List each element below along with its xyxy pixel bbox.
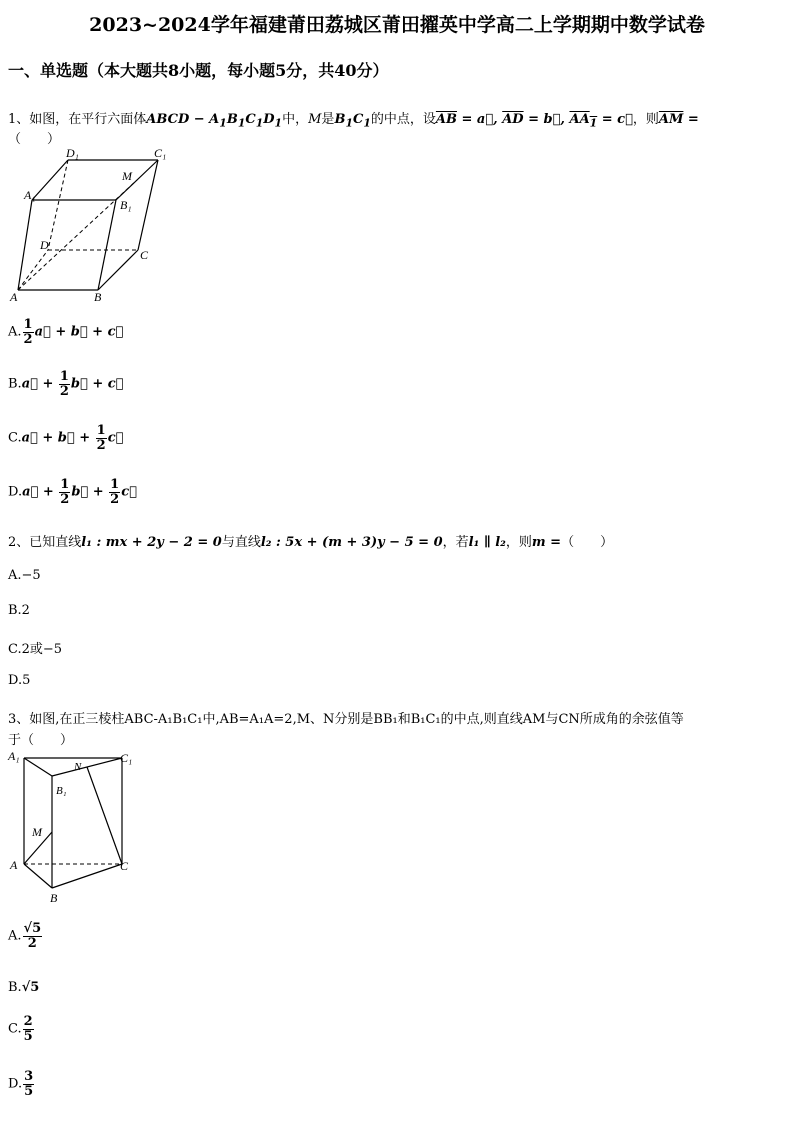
q3-figure-prism <box>4 746 144 906</box>
q1-text-2: 中， <box>282 112 309 127</box>
q1-blank: （ ） <box>8 132 61 147</box>
q1-figure-label: B₁ <box>120 198 132 212</box>
q2-line-l2: l₂ : 5x + (m + 3)y − 5 = 0 <box>260 535 443 550</box>
q3-figure-label: N <box>74 761 82 773</box>
q1-text-3: 是 <box>321 112 335 127</box>
q1-figure-parallelepiped <box>6 145 181 305</box>
q1-option-d[interactable]: D.a⃗ + $\frac{1}{2}$ b⃗ + $\frac{1}{2}$ c⃗ <box>8 477 137 507</box>
q2-option-b[interactable]: B.2 <box>8 603 30 618</box>
q1-stem <box>8 108 699 130</box>
q2-condition: l₁ ∥ l₂ <box>468 535 506 550</box>
q1-segment: $B_1C_1$ <box>334 112 371 130</box>
q2-option-a[interactable]: A.−5 <box>8 568 41 583</box>
q1-figure-label: D <box>40 238 49 252</box>
q1-figure-label: A₁ <box>24 188 36 202</box>
q3-figure-label: C <box>120 859 129 873</box>
q1-point-m: M <box>308 112 322 127</box>
q3-figure-label: M <box>32 825 42 839</box>
q3-figure-label: A <box>10 858 18 872</box>
q3-figure-label: B <box>50 891 58 905</box>
q1-number: 1、 <box>8 112 30 127</box>
q3-option-d[interactable]: D. $\frac{3}{5}$ <box>8 1069 34 1099</box>
q1-text-1: 如图，在平行六面体 <box>29 112 147 127</box>
q3-option-b[interactable]: B.√5 <box>8 980 40 995</box>
q1-figure-label: M <box>122 169 132 183</box>
q1-text-5: ，则 <box>632 112 659 127</box>
q3-blank: 于（ ） <box>8 733 74 748</box>
q3-figure-label: A₁ <box>8 749 20 763</box>
q1-figure-label: D₁ <box>66 146 79 160</box>
q1-ask: $\overline{AM}$ = <box>658 112 699 127</box>
q3-figure-label: C₁ <box>120 751 133 765</box>
q3-stem: 3、如图,在正三棱柱ABC-A₁B₁C₁中,AB=A₁A=2,M、N分别是BB₁和B₁C₁的中点,则直线AM与CN所成角的余弦值等 <box>8 712 684 727</box>
q2-option-c[interactable]: C.2或−5 <box>8 642 63 657</box>
q1-text-4: 的中点，设 <box>370 112 436 127</box>
q1-figure-label: C <box>140 248 149 262</box>
q2-ask: m = <box>531 535 562 550</box>
q1-option-a[interactable]: A. $\frac{1}{2}$ a⃗ + b⃗ + c⃗ <box>8 317 124 347</box>
q1-figure-label: C₁ <box>154 146 167 160</box>
q1-option-c[interactable]: C.a⃗ + b⃗ + $\frac{1}{2}$ c⃗ <box>8 423 124 453</box>
q3-option-c[interactable]: C. $\frac{2}{5}$ <box>8 1014 33 1044</box>
q1-vector-defs: $\overline{AB}$ = a⃗, $\overline{AD}$ = b⃗, $AA_1$ = c⃗ <box>435 112 633 130</box>
q1-solid: ABCD − $A_1B_1C_1D_1$ <box>146 112 283 130</box>
q2-option-d[interactable]: D.5 <box>8 673 31 688</box>
q3-figure-label: B₁ <box>56 785 67 797</box>
q2-stem: 2、已知直线l₁ : mx + 2y − 2 = 0与直线l₂ : 5x + (m + 3)y − 5 = 0，若l₁ ∥ l₂，则m =（ ） <box>8 535 614 550</box>
q3-option-a[interactable]: A. $\frac{√5}{2}$ <box>8 921 42 951</box>
exam-title: 2023~2024学年福建莆田荔城区莆田擢英中学高二上学期期中数学试卷 <box>89 14 705 36</box>
q1-figure-label: A <box>10 290 18 304</box>
q1-option-b[interactable]: B.a⃗ + $\frac{1}{2}$ b⃗ + c⃗ <box>8 369 124 399</box>
section-heading: 一、单选题（本大题共8小题，每小题5分，共40分） <box>8 61 389 80</box>
q2-line-l1: l₁ : mx + 2y − 2 = 0 <box>81 535 222 550</box>
q1-figure-label: B <box>94 290 102 304</box>
